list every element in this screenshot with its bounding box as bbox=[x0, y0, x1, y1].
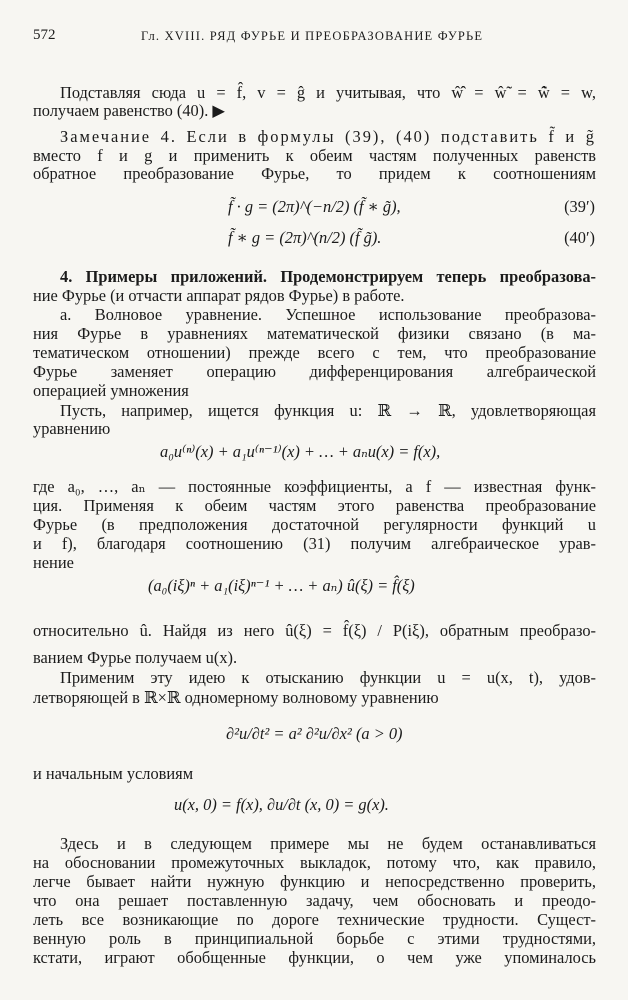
paragraph-line: Здесь и в следующем примере мы не будем останавливаться bbox=[60, 834, 596, 853]
paragraph-line: Фурье (в предположения достаточной регулярности функций u bbox=[33, 515, 596, 534]
paragraph-line: ванием Фурье получаем u(x). bbox=[33, 648, 238, 667]
paragraph-line: и f), благодаря соотношению (31) получим алгебраическое урав- bbox=[33, 534, 596, 553]
equation-number: (39′) bbox=[564, 197, 595, 216]
paragraph-line: легче бывает найти нужную функцию и непосредственно проверить, bbox=[33, 872, 596, 891]
remark-line: Замечание 4. Если в формулы (39), (40) подставить f̃ и g̃ bbox=[60, 127, 596, 146]
paragraph-line: Пусть, например, ищется функция u: ℝ → ℝ, удовлетворяющая bbox=[60, 401, 596, 420]
paragraph-line: ния Фурье в уравнениях математической физики связано (в ма- bbox=[33, 324, 596, 343]
paragraph-line: Подставляя сюда u = f̂, v = ĝ и учитывая, что ŵ̂̂ = ŵ̃̃ = w̃̂ = w, bbox=[60, 83, 596, 102]
paragraph-line: леть все возникающие по дороге технические трудности. Сущест- bbox=[33, 910, 596, 929]
paragraph-line: а. Волновое уравнение. Успешное использование преобразова- bbox=[60, 305, 596, 324]
page-header bbox=[33, 27, 595, 49]
paragraph-line: относительно û. Найдя из него û(ξ) = f̂(ξ) / P(iξ), обратным преобразо- bbox=[33, 621, 596, 640]
paragraph-line: тематическом отношении) прежде всего с тем, что преобразование bbox=[33, 343, 596, 362]
equation-initial-conditions: u(x, 0) = f(x), ∂u/∂t (x, 0) = g(x). bbox=[174, 795, 389, 814]
paragraph-line: что она решает поставленную задачу, чем обосновать и преодо- bbox=[33, 891, 596, 910]
paragraph-line: и начальным условиям bbox=[33, 764, 194, 783]
paragraph-line: Фурье заменяет операцию дифференцирования алгебраической bbox=[33, 362, 596, 381]
equation-number: (40′) bbox=[564, 228, 595, 247]
paragraph-line: ция. Применяя к обеим частям этого равенства преобразование bbox=[33, 496, 596, 515]
paragraph-line: где a₀, …, aₙ — постоянные коэффициенты, а f — известная функ- bbox=[33, 477, 596, 496]
paragraph-line: венную роль в принципиальной борьбе с этими трудностями, bbox=[33, 929, 596, 948]
paragraph-line: летворяющей в ℝ×ℝ одномерному волновому уравнению bbox=[33, 688, 439, 707]
paragraph-line: получаем равенство (40). ▶ bbox=[33, 101, 226, 120]
equation-ode: a₀u⁽ⁿ⁾(x) + a₁u⁽ⁿ⁻¹⁾(x) + … + aₙu(x) = f(x), bbox=[160, 442, 441, 461]
equation-wave: ∂²u/∂t² = a² ∂²u/∂x² (a > 0) bbox=[226, 724, 403, 743]
equation-algebraic: (a₀(iξ)ⁿ + a₁(iξ)ⁿ⁻¹ + … + aₙ) û(ξ) = f̂(ξ) bbox=[148, 576, 415, 595]
paragraph-line: уравнению bbox=[33, 419, 111, 438]
paragraph-line: операцией умножения bbox=[33, 381, 189, 400]
equation-39-prime: f̃ · g = (2π)^(−n/2) (f̃ ∗ g̃), bbox=[228, 197, 401, 216]
paragraph-line: на обосновании промежуточных выкладок, потому что, как правило, bbox=[33, 853, 596, 872]
paragraph-line: кстати, играют обобщенные функции, о чем уже упоминалось bbox=[33, 948, 596, 967]
section-heading: 4. Примеры приложений. Продемонстрируем теперь преобразова- bbox=[60, 267, 596, 286]
paragraph-line: ние Фурье (и отчасти аппарат рядов Фурье) в работе. bbox=[33, 286, 405, 305]
remark-line: обратное преобразование Фурье, то придем к соотношениям bbox=[33, 164, 596, 183]
equation-40-prime: f̃ ∗ g = (2π)^(n/2) (f̃ g̃). bbox=[228, 228, 382, 247]
running-title: Гл. XVIII. РЯД ФУРЬЕ И ПРЕОБРАЗОВАНИЕ ФУРЬЕ bbox=[141, 29, 484, 43]
paragraph-line: Применим эту идею к отысканию функции u = u(x, t), удов- bbox=[60, 668, 596, 687]
paragraph-line: нение bbox=[33, 553, 74, 572]
page-number: 572 bbox=[33, 27, 56, 43]
remark-line: вместо f и g и применить к обеим частям полученных равенств bbox=[33, 146, 596, 165]
